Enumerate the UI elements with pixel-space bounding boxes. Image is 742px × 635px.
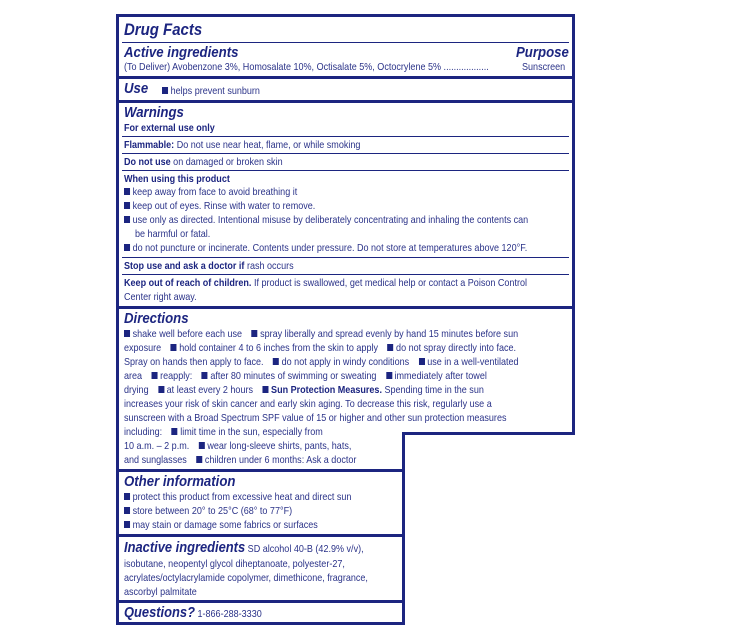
keep-out-warning [124,277,527,289]
purpose-value: Sunscreen [522,61,566,73]
directions-segment [124,454,187,466]
segment-text: spray liberally and spread evenly by hand 15 minutes before sun [260,328,519,340]
inactive-ingredients [124,540,364,556]
bullet-icon [196,456,202,463]
use-item [162,85,260,97]
bullet-icon [171,344,177,351]
bold-text: Sun Protection Measures. [271,384,382,396]
item-text: protect this product from excessive heat and direct sun [132,491,352,503]
other-info-item [124,519,318,531]
segment-text: limit time in the sun, especially from [180,426,323,438]
divider [122,274,569,275]
ingredients-text: (To Deliver) Avobenzone 3%, Homosalate 10%, Octisalate 5%, Octocrylene 5% [124,61,442,73]
directions-segment [273,356,409,368]
divider [122,170,569,171]
directions-segment [171,342,378,354]
when-using-item [124,242,527,254]
directions-segment [124,356,264,368]
bullet-icon [124,507,130,514]
stop-use-text: rash occurs [246,260,294,272]
directions-segment [124,370,142,382]
divider [122,136,569,137]
item-text: keep out of eyes. Rinse with water to remove. [132,200,316,212]
segment-text: Spray on hands then apply to face. [124,356,264,368]
segment-text: do not spray directly into face. [396,342,517,354]
phone-number[interactable]: 1-866-288-3330 [197,608,262,620]
section-divider [119,600,403,603]
segment-text: after 80 minutes of swimming or sweating [210,370,377,382]
directions-line [124,454,356,466]
inactive-line: acrylates/octylacrylamide copolymer, dimethicone, fragrance, [124,572,368,584]
bullet-icon [262,386,268,393]
directions-segment [124,342,161,354]
directions-segment [172,426,323,438]
active-ingredients-list [124,61,489,73]
inactive-ingredients-heading: Inactive ingredients [124,539,246,556]
item-text: store between 20° to 25°C (68° to 77°F) [132,505,293,517]
directions-segment [199,440,352,452]
use-item-text: helps prevent sunburn [170,85,260,97]
do-not-use-label: Do not use [124,156,171,168]
keep-out-label: Keep out of reach of children. [124,277,252,289]
directions-line [124,328,518,340]
active-ingredients-heading: Active ingredients [124,44,239,61]
bullet-icon [202,372,208,379]
directions-segment [158,384,253,396]
other-info-item [124,491,351,503]
keep-out-text: If product is swallowed, get medical help or contact a Poison Control [253,277,528,289]
bullet-icon [124,202,130,209]
drug-facts-title: Drug Facts [124,20,203,39]
item-text: may stain or damage some fabrics or surfaces [132,519,318,531]
directions-heading: Directions [124,310,189,327]
when-using-item [124,214,528,226]
segment-text: increases your risk of skin cancer and early skin aging. To decrease this risk, regularly use a [124,398,492,410]
other-info-item [124,505,292,517]
directions-segment [387,342,516,354]
bullet-icon [162,87,168,94]
warnings-heading: Warnings [124,104,184,121]
directions-line [124,370,487,382]
segment-text: including: [124,426,163,438]
segment-text: and sunglasses [124,454,187,466]
bullet-icon [387,344,393,351]
border-right-lower [402,432,405,625]
other-information-heading: Other information [124,473,236,490]
bullet-icon [124,330,130,337]
when-using-item [124,186,297,198]
segment-text: sunscreen with a Broad Spectrum SPF value of 15 or higher and other sun protection measures [124,412,507,424]
flammable-warning [124,139,360,151]
directions-line [124,356,519,368]
flammable-text: Do not use near heat, flame, or while smoking [176,139,361,151]
directions-segment [124,384,149,396]
bullet-icon [124,216,130,223]
directions-segment [124,440,189,452]
directions-segment [202,370,377,382]
directions-segment [262,384,483,396]
segment-text: hold container 4 to 6 inches from the skin to apply [179,342,378,354]
segment-text: area [124,370,143,382]
segment-text: shake well before each use [132,328,243,340]
bullet-icon [158,386,164,393]
bullet-icon [251,330,257,337]
directions-segment [251,328,518,340]
segment-text: at least every 2 hours [166,384,253,396]
directions-segment [152,370,193,382]
bullet-icon [386,372,392,379]
border-top [116,14,575,17]
bullet-icon [419,358,425,365]
segment-text: immediately after towel [394,370,487,382]
directions-segment [124,426,162,438]
external-use-text: For external use only [124,122,215,134]
divider [122,153,569,154]
segment-text: children under 6 months: Ask a doctor [204,454,357,466]
segment-text: use in a well-ventilated [427,356,519,368]
directions-line [124,412,506,424]
segment-text: 10 a.m. – 2 p.m. [124,440,190,452]
bullet-icon [273,358,279,365]
directions-line [124,398,492,410]
purpose-heading: Purpose [516,44,569,61]
border-step-horizontal [402,432,575,435]
section-divider [119,306,572,309]
directions-segment [419,356,519,368]
leader-dots: .................. [443,61,489,73]
bullet-icon [199,442,205,449]
border-right-upper [572,14,575,435]
bullet-icon [124,493,130,500]
item-text: use only as directed. Intentional misuse by deliberately concentrating and inhaling the contents can [132,214,529,226]
directions-segment [386,370,487,382]
directions-segment [124,328,242,340]
section-divider [119,534,403,537]
bullet-icon [124,244,130,251]
segment-text: Spending time in the sun [381,384,484,396]
directions-line [124,426,323,438]
segment-text: do not apply in windy conditions [281,356,410,368]
bullet-icon [124,521,130,528]
inactive-line: SD alcohol 40-B (42.9% v/v), [247,543,364,555]
flammable-label: Flammable: [124,139,175,151]
bullet-icon [152,372,158,379]
item-text: keep away from face to avoid breathing it [132,186,298,198]
divider [122,257,569,258]
item-text: do not puncture or incinerate. Contents under pressure. Do not store at temperatures above 120°F. [132,242,528,254]
do-not-use-warning [124,156,283,168]
segment-text: reapply: [160,370,193,382]
stop-use-label: Stop use and ask a doctor if [124,260,245,272]
segment-text: wear long-sleeve shirts, pants, hats, [207,440,352,452]
directions-line [124,384,484,396]
when-using-heading: When using this product [124,173,230,185]
segment-text: exposure [124,342,162,354]
directions-line [124,342,516,354]
border-bottom [116,622,405,625]
do-not-use-text: on damaged or broken skin [173,156,283,168]
questions-heading: Questions? [124,604,195,621]
divider [122,42,569,43]
section-divider [119,100,572,103]
directions-line [124,440,351,452]
section-divider [119,76,572,79]
use-heading: Use [124,80,149,97]
bullet-icon [172,428,178,435]
questions [124,605,262,621]
section-divider [119,469,403,472]
when-using-item [124,200,315,212]
inactive-line: ascorbyl palmitate [124,586,197,598]
directions-segment [196,454,356,466]
directions-segment [124,398,492,410]
bullet-icon [124,188,130,195]
keep-out-text-continued: Center right away. [124,291,197,303]
directions-segment [124,412,506,424]
segment-text: drying [124,384,149,396]
stop-use-warning [124,260,294,272]
inactive-line: isobutane, neopentyl glycol diheptanoate, polyester-27, [124,558,345,570]
when-using-item-continued: be harmful or fatal. [135,228,211,240]
